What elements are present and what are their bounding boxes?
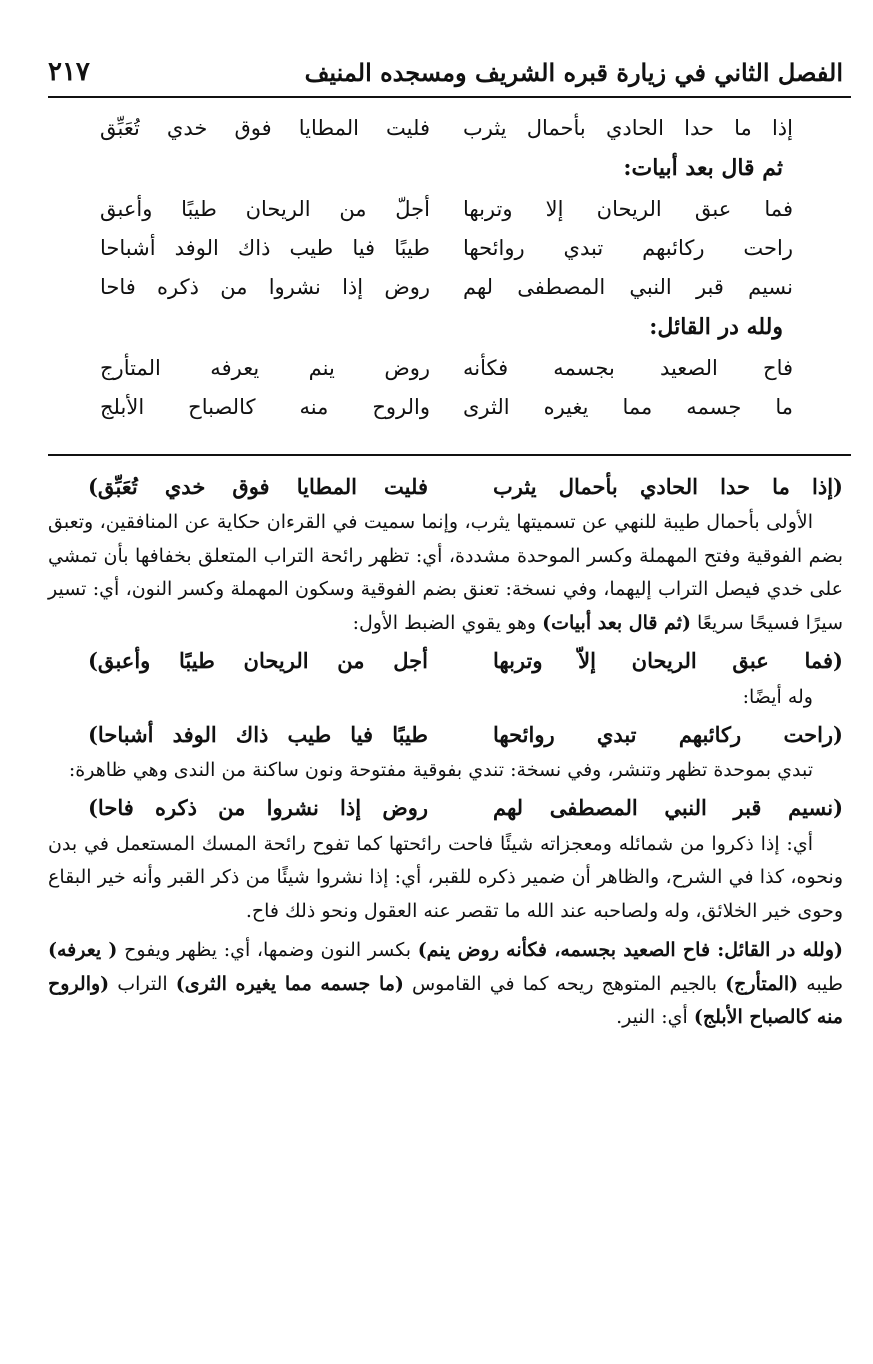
bold-quote: (ثم قال بعد أبيات) xyxy=(542,611,691,634)
paragraph-text: بالجيم المتوهج ريحه كما في القاموس xyxy=(411,972,718,995)
commentary-verse xyxy=(48,788,843,828)
verse-second-hemistich: والروح منه كالصباح الأبلج xyxy=(100,394,430,419)
poem-verse xyxy=(100,348,793,387)
verse-second-hemistich: فليت المطايا فوق خدي تُعَبِّق) xyxy=(88,473,428,499)
verse-first-hemistich: نسيم قبر النبي المصطفى لهم xyxy=(463,274,793,299)
bold-quote: (المتأرج) xyxy=(725,972,799,995)
poem-intro: ثم قال بعد أبيات: xyxy=(623,155,783,181)
commentary-paragraph xyxy=(48,934,843,1035)
commentary-verse xyxy=(48,640,843,680)
page-number: ٢١٧ xyxy=(48,57,90,87)
verse-second-hemistich: أجل من الريحان طيبًا وأعبق) xyxy=(88,647,428,673)
verse-second-hemistich: فليت المطايا فوق خدي تُعَبِّق xyxy=(100,115,430,140)
verse-first-hemistich: فاح الصعيد بجسمه فكأنه xyxy=(463,355,793,380)
verse-first-hemistich: (نسيم قبر النبي المصطفى لهم xyxy=(493,795,843,820)
bold-quote: (ولله در القائل: فاح الصعيد بجسمه، فكأنه روض ينم) xyxy=(417,939,843,961)
poem-verse xyxy=(100,267,793,306)
commentary-verse xyxy=(48,466,843,506)
commentary-verse xyxy=(48,714,843,754)
verse-second-hemistich: روض إذا نشروا من ذكره فاحا) xyxy=(88,795,428,820)
poem-block xyxy=(100,108,793,426)
bold-quote: ( يعرفه) xyxy=(48,939,118,961)
poem-verse xyxy=(100,108,793,147)
verse-first-hemistich: (راحت ركائبهم تبدي روائحها xyxy=(493,721,843,747)
page-header xyxy=(48,52,843,92)
verse-second-hemistich: طيبًا فيا طيب ذاك الوفد أشباحا) xyxy=(88,721,428,747)
verse-first-hemistich: (إذا ما حدا الحادي بأحمال يثرب xyxy=(493,473,843,499)
paragraph-text: أي: النير. xyxy=(616,1006,688,1028)
verse-first-hemistich: ما جسمه مما يغيره الثرى xyxy=(463,394,793,419)
verse-first-hemistich: راحت ركائبهم تبدي روائحها xyxy=(463,235,793,260)
commentary-paragraph xyxy=(48,506,843,640)
verse-second-hemistich: طيبًا فيا طيب ذاك الوفد أشباحا xyxy=(100,235,430,260)
commentary-block xyxy=(48,466,843,1035)
chapter-title: الفصل الثاني في زيارة قبره الشريف ومسجده المنيف xyxy=(304,57,843,87)
poem-verse xyxy=(100,228,793,267)
bold-quote: (والروح منه كالصباح الأبلج) xyxy=(48,972,843,1028)
paragraph-text: الأولى بأحمال طيبة للنهي عن تسميتها يثرب، وإنما سميت في القرءان حكاية عن المنافقين، وتعبق بضم الفوقية وفتح المهملة وكسر الموحدة مشددة، أي: تظهر رائحة التراب المتعلق بخفافها بأن تمشي على خدي فيصل التراب إليهما، وفي نسخة: تعنق بضم الفوقية وسكون المهملة وكسر النون، أي: تسير سيرًا فسيحًا سريعًا xyxy=(48,511,843,634)
verse-second-hemistich: روض ينم يعرفه المتأرج xyxy=(100,355,430,380)
commentary-paragraph: تبدي بموحدة تظهر وتنشر، وفي نسخة: تندي بفوقية مفتوحة ونون ساكنة من الندى وهي ظاهرة: xyxy=(68,759,813,781)
poem-verse xyxy=(100,387,793,426)
commentary-rule xyxy=(48,454,851,456)
commentary-note: وله أيضًا: xyxy=(742,686,813,708)
paragraph-text: بكسر النون وضمها، أي: يظهر ويفوح xyxy=(124,939,412,961)
verse-second-hemistich: روض إذا نشروا من ذكره فاحا xyxy=(100,274,430,299)
bold-quote: (ما جسمه مما يغيره الثرى) xyxy=(175,972,404,995)
verse-second-hemistich: أجلّ من الريحان طيبًا وأعبق xyxy=(100,196,430,221)
verse-first-hemistich: فما عبق الريحان إلا وتربها xyxy=(463,196,793,221)
verse-first-hemistich: إذا ما حدا الحادي بأحمال يثرب xyxy=(463,115,793,140)
verse-first-hemistich: (فما عبق الريحان إلاّ وتربها xyxy=(493,647,843,673)
header-rule xyxy=(48,96,851,98)
poem-intro: ولله در القائل: xyxy=(649,314,783,340)
paragraph-text: طيبه xyxy=(806,972,843,995)
commentary-paragraph: أي: إذا ذكروا من شمائله ومعجزاته شيئًا فاحت رائحتها كما تفوح رائحة المسك المستعمل في بدن ونحوه، كذا في الشرح، والظاهر أن ضمير ذكره للقبر، أي: إذا نشروا شيئًا من ذكر القبر وأنه خير البقاع وحوى خير الخلائق، وله ولصاحبه عند الله ما تقصر عنه العقول ونحو ذلك فاح. xyxy=(48,832,843,922)
paragraph-text: التراب xyxy=(117,972,168,995)
poem-verse xyxy=(100,189,793,228)
paragraph-text: وهو يقوي الضبط الأول: xyxy=(352,611,537,634)
